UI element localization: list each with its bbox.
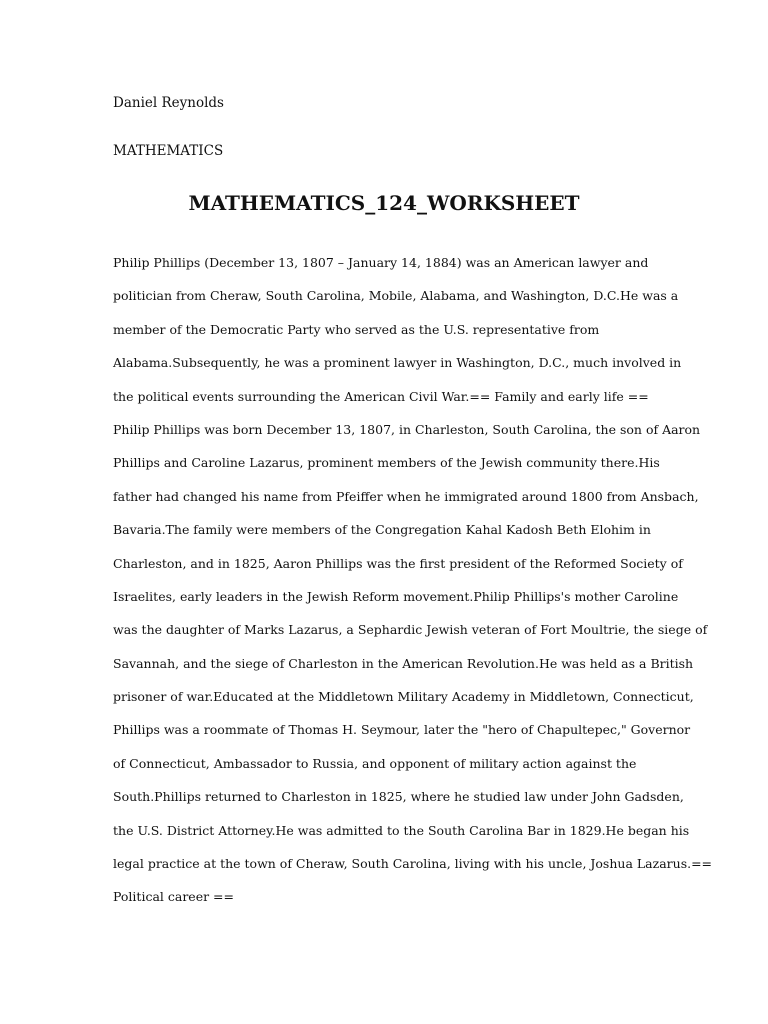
body-line: Israelites, early leaders in the Jewish Reform movement.Philip Phillips's mother Caroline [113, 588, 679, 604]
body-line: the U.S. District Attorney.He was admitted to the South Carolina Bar in 1829.He began his [113, 822, 690, 838]
body-text [113, 254, 713, 922]
document-title: MATHEMATICS_124_WORKSHEET [188, 191, 580, 215]
body-line: Savannah, and the siege of Charleston in the American Revolution.He was held as a British [113, 655, 694, 671]
body-line: Philip Phillips (December 13, 1807 – January 14, 1884) was an American lawyer and [113, 255, 649, 270]
body-line: Alabama.Subsequently, he was a prominent lawyer in Washington, D.C., much involved in [113, 355, 682, 371]
body-line: legal practice at the town of Cheraw, South Carolina, living with his uncle, Joshua Lazarus.== [113, 856, 713, 872]
author-name: Daniel Reynolds [113, 95, 224, 111]
body-line: member of the Democratic Party who served as the U.S. representative from [113, 321, 600, 337]
body-line: was the daughter of Marks Lazarus, a Sephardic Jewish veteran of Fort Moultrie, the siege of [113, 622, 708, 638]
body-line: the political events surrounding the American Civil War.== Family and early life == [113, 388, 649, 404]
body-line: Phillips and Caroline Lazarus, prominent members of the Jewish community there.His [113, 455, 660, 471]
body-line: prisoner of war.Educated at the Middletown Military Academy in Middletown, Connecticut, [113, 689, 694, 705]
body-line: Charleston, and in 1825, Aaron Phillips was the first president of the Reformed Society of [113, 555, 683, 571]
body-line: South.Phillips returned to Charleston in 1825, where he studied law under John Gadsden, [113, 789, 684, 805]
body-line: Bavaria.The family were members of the Congregation Kahal Kadosh Beth Elohim in [113, 522, 651, 538]
body-line: Political career == [113, 889, 234, 905]
body-line: politician from Cheraw, South Carolina, Mobile, Alabama, and Washington, D.C.He was a [113, 288, 679, 304]
body-line: father had changed his name from Pfeiffer when he immigrated around 1800 from Ansbach, [113, 488, 699, 504]
subject-label: MATHEMATICS [113, 143, 224, 159]
body-line: Phillips was a roommate of Thomas H. Seymour, later the "hero of Chapultepec," Governor [113, 722, 691, 738]
body-line: of Connecticut, Ambassador to Russia, and opponent of military action against the [113, 755, 637, 771]
body-line: Philip Phillips was born December 13, 1807, in Charleston, South Carolina, the son of Aaron [113, 421, 701, 437]
